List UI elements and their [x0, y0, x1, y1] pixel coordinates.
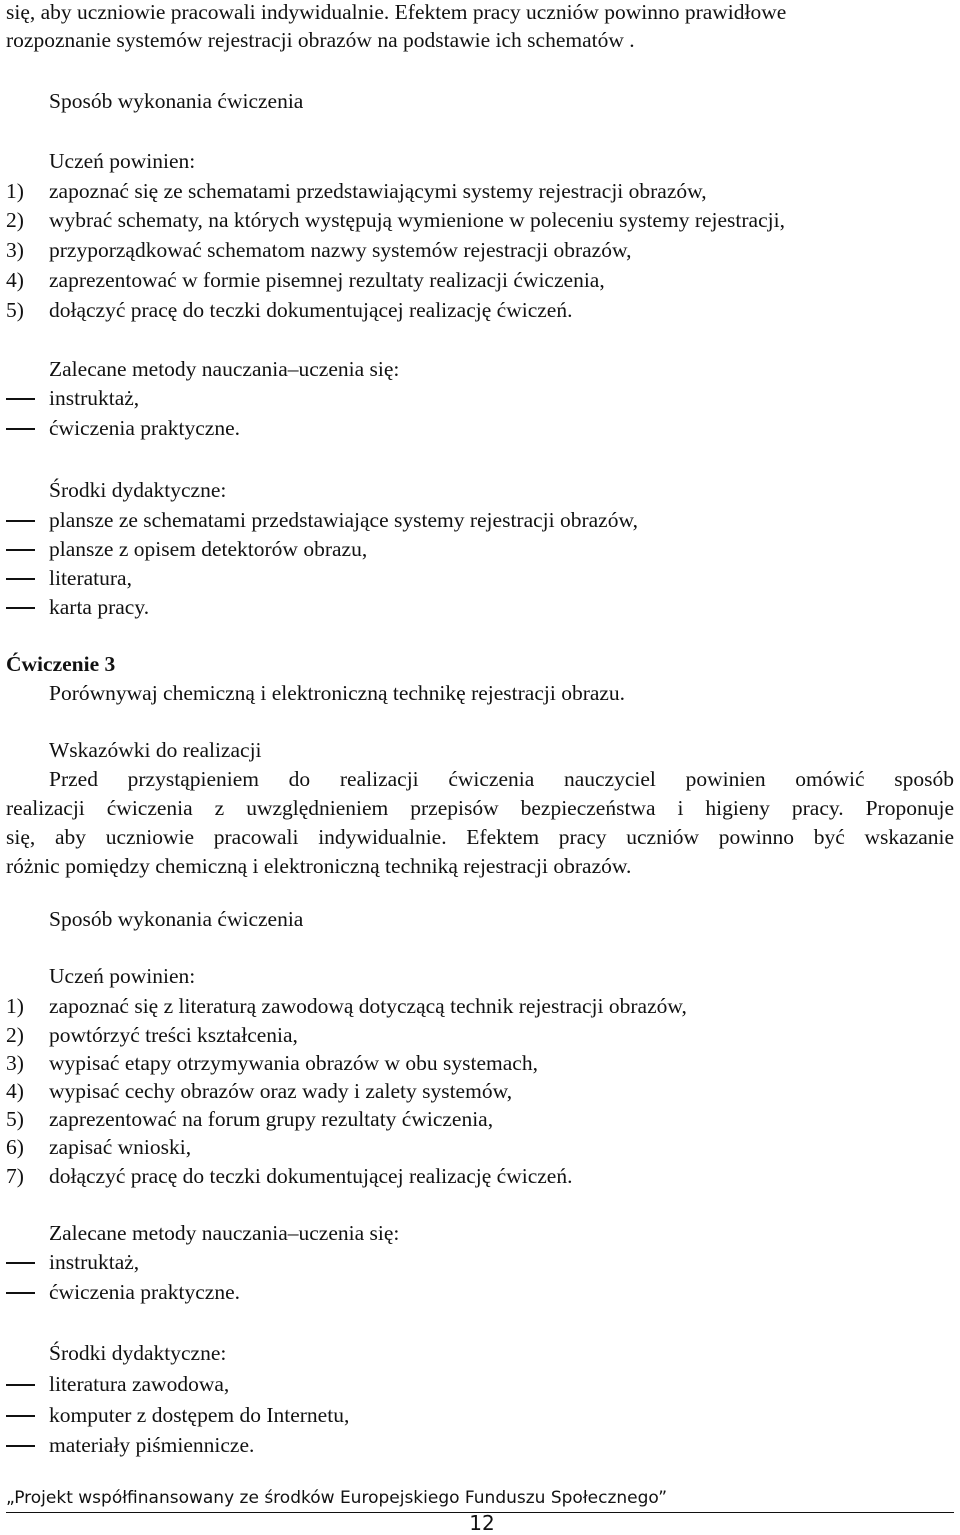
step-text: zaprezentować w formie pisemnej rezultaty realizacji ćwiczenia,	[49, 268, 605, 292]
step-text: wypisać cechy obrazów oraz wady i zalety systemów,	[49, 1079, 513, 1103]
method-item: ćwiczenia praktyczne.	[49, 1280, 240, 1304]
step-number: 7)	[6, 1164, 24, 1188]
step-number: 4)	[6, 1079, 24, 1103]
step-text: zapoznać się z literaturą zawodową dotyczącą technik rejestracji obrazów,	[49, 994, 687, 1018]
dash-bullet	[6, 1415, 35, 1417]
method-item: instruktaż,	[49, 1250, 140, 1274]
page-number	[0, 1511, 960, 1535]
step-item	[6, 1162, 954, 1190]
student-should-label: Uczeń powinien:	[49, 964, 196, 988]
dash-bullet	[6, 1292, 35, 1294]
dash-bullet	[6, 398, 35, 400]
paragraph-line: Przed przystąpieniem do realizacji ćwiczenia nauczyciel powinien omówić sposób	[49, 767, 954, 791]
paragraph-line: się, aby uczniowie pracowali indywidualnie. Efektem pracy uczniów powinno być wskazanie	[6, 825, 954, 849]
step-item	[6, 236, 954, 264]
method-title: Sposób wykonania ćwiczenia	[49, 907, 304, 931]
student-should-label: Uczeń powinien:	[49, 149, 196, 173]
paragraph-line: różnic pomiędzy chemiczną i elektroniczną techniką rejestracji obrazów.	[6, 854, 632, 878]
means-item: materiały piśmiennicze.	[49, 1433, 255, 1457]
step-text: wybrać schematy, na których występują wymienione w poleceniu systemy rejestracji,	[49, 208, 785, 232]
dash-bullet	[6, 607, 35, 609]
paragraph-line: rozpoznanie systemów rejestracji obrazów na podstawie ich schematów .	[6, 28, 635, 52]
step-number: 4)	[6, 268, 24, 292]
step-item	[6, 1021, 954, 1049]
paragraph-line: się, aby uczniowie pracowali indywidualnie. Efektem pracy uczniów powinno prawidłowe	[6, 0, 787, 24]
means-item: literatura zawodowa,	[49, 1372, 230, 1396]
step-text: zapoznać się ze schematami przedstawiającymi systemy rejestracji obrazów,	[49, 179, 707, 203]
means-item: literatura,	[49, 566, 132, 590]
method-item: instruktaż,	[49, 386, 140, 410]
step-item	[6, 1133, 954, 1161]
step-text: dołączyć pracę do teczki dokumentującej realizację ćwiczeń.	[49, 1164, 573, 1188]
exercise-heading: Ćwiczenie 3	[6, 652, 116, 676]
step-number: 5)	[6, 298, 24, 322]
method-title: Sposób wykonania ćwiczenia	[49, 89, 304, 113]
dash-bullet	[6, 1445, 35, 1447]
page-number-value: 12	[469, 1511, 495, 1535]
step-text: zapisać wnioski,	[49, 1135, 192, 1159]
step-text: powtórzyć treści kształcenia,	[49, 1023, 298, 1047]
means-title: Środki dydaktyczne:	[49, 1341, 227, 1365]
dash-bullet	[6, 428, 35, 430]
hints-title: Wskazówki do realizacji	[49, 738, 262, 762]
means-item: plansze z opisem detektorów obrazu,	[49, 537, 368, 561]
step-item	[6, 206, 954, 234]
step-number: 3)	[6, 1051, 24, 1075]
step-item	[6, 266, 954, 294]
step-number: 5)	[6, 1107, 24, 1131]
means-item: karta pracy.	[49, 595, 150, 619]
exercise-task: Porównywaj chemiczną i elektroniczną technikę rejestracji obrazu.	[49, 681, 626, 705]
step-item	[6, 1105, 954, 1133]
step-item	[6, 1049, 954, 1077]
footer-text: „Projekt współfinansowany ze środków Europejskiego Funduszu Społecznego”	[6, 1488, 668, 1508]
method-item: ćwiczenia praktyczne.	[49, 416, 240, 440]
dash-bullet	[6, 1384, 35, 1386]
step-text: przyporządkować schematom nazwy systemów rejestracji obrazów,	[49, 238, 632, 262]
means-item: komputer z dostępem do Internetu,	[49, 1403, 350, 1427]
step-number: 6)	[6, 1135, 24, 1159]
step-item	[6, 1077, 954, 1105]
step-number: 1)	[6, 994, 24, 1018]
dash-bullet	[6, 549, 35, 551]
step-number: 2)	[6, 1023, 24, 1047]
step-text: dołączyć pracę do teczki dokumentującej realizację ćwiczeń.	[49, 298, 573, 322]
step-item	[6, 296, 954, 324]
dash-bullet	[6, 520, 35, 522]
methods-title: Zalecane metody nauczania–uczenia się:	[49, 1221, 400, 1245]
methods-title: Zalecane metody nauczania–uczenia się:	[49, 357, 400, 381]
means-item: plansze ze schematami przedstawiające systemy rejestracji obrazów,	[49, 508, 638, 532]
paragraph-line: realizacji ćwiczenia z uwzględnieniem przepisów bezpieczeństwa i higieny pracy. Proponuje	[6, 796, 954, 820]
step-number: 1)	[6, 179, 24, 203]
step-text: zaprezentować na forum grupy rezultaty ćwiczenia,	[49, 1107, 494, 1131]
step-number: 2)	[6, 208, 24, 232]
dash-bullet	[6, 1262, 35, 1264]
means-title: Środki dydaktyczne:	[49, 478, 227, 502]
step-item	[6, 992, 954, 1020]
step-item	[6, 177, 954, 205]
step-number: 3)	[6, 238, 24, 262]
dash-bullet	[6, 578, 35, 580]
step-text: wypisać etapy otrzymywania obrazów w obu systemach,	[49, 1051, 538, 1075]
